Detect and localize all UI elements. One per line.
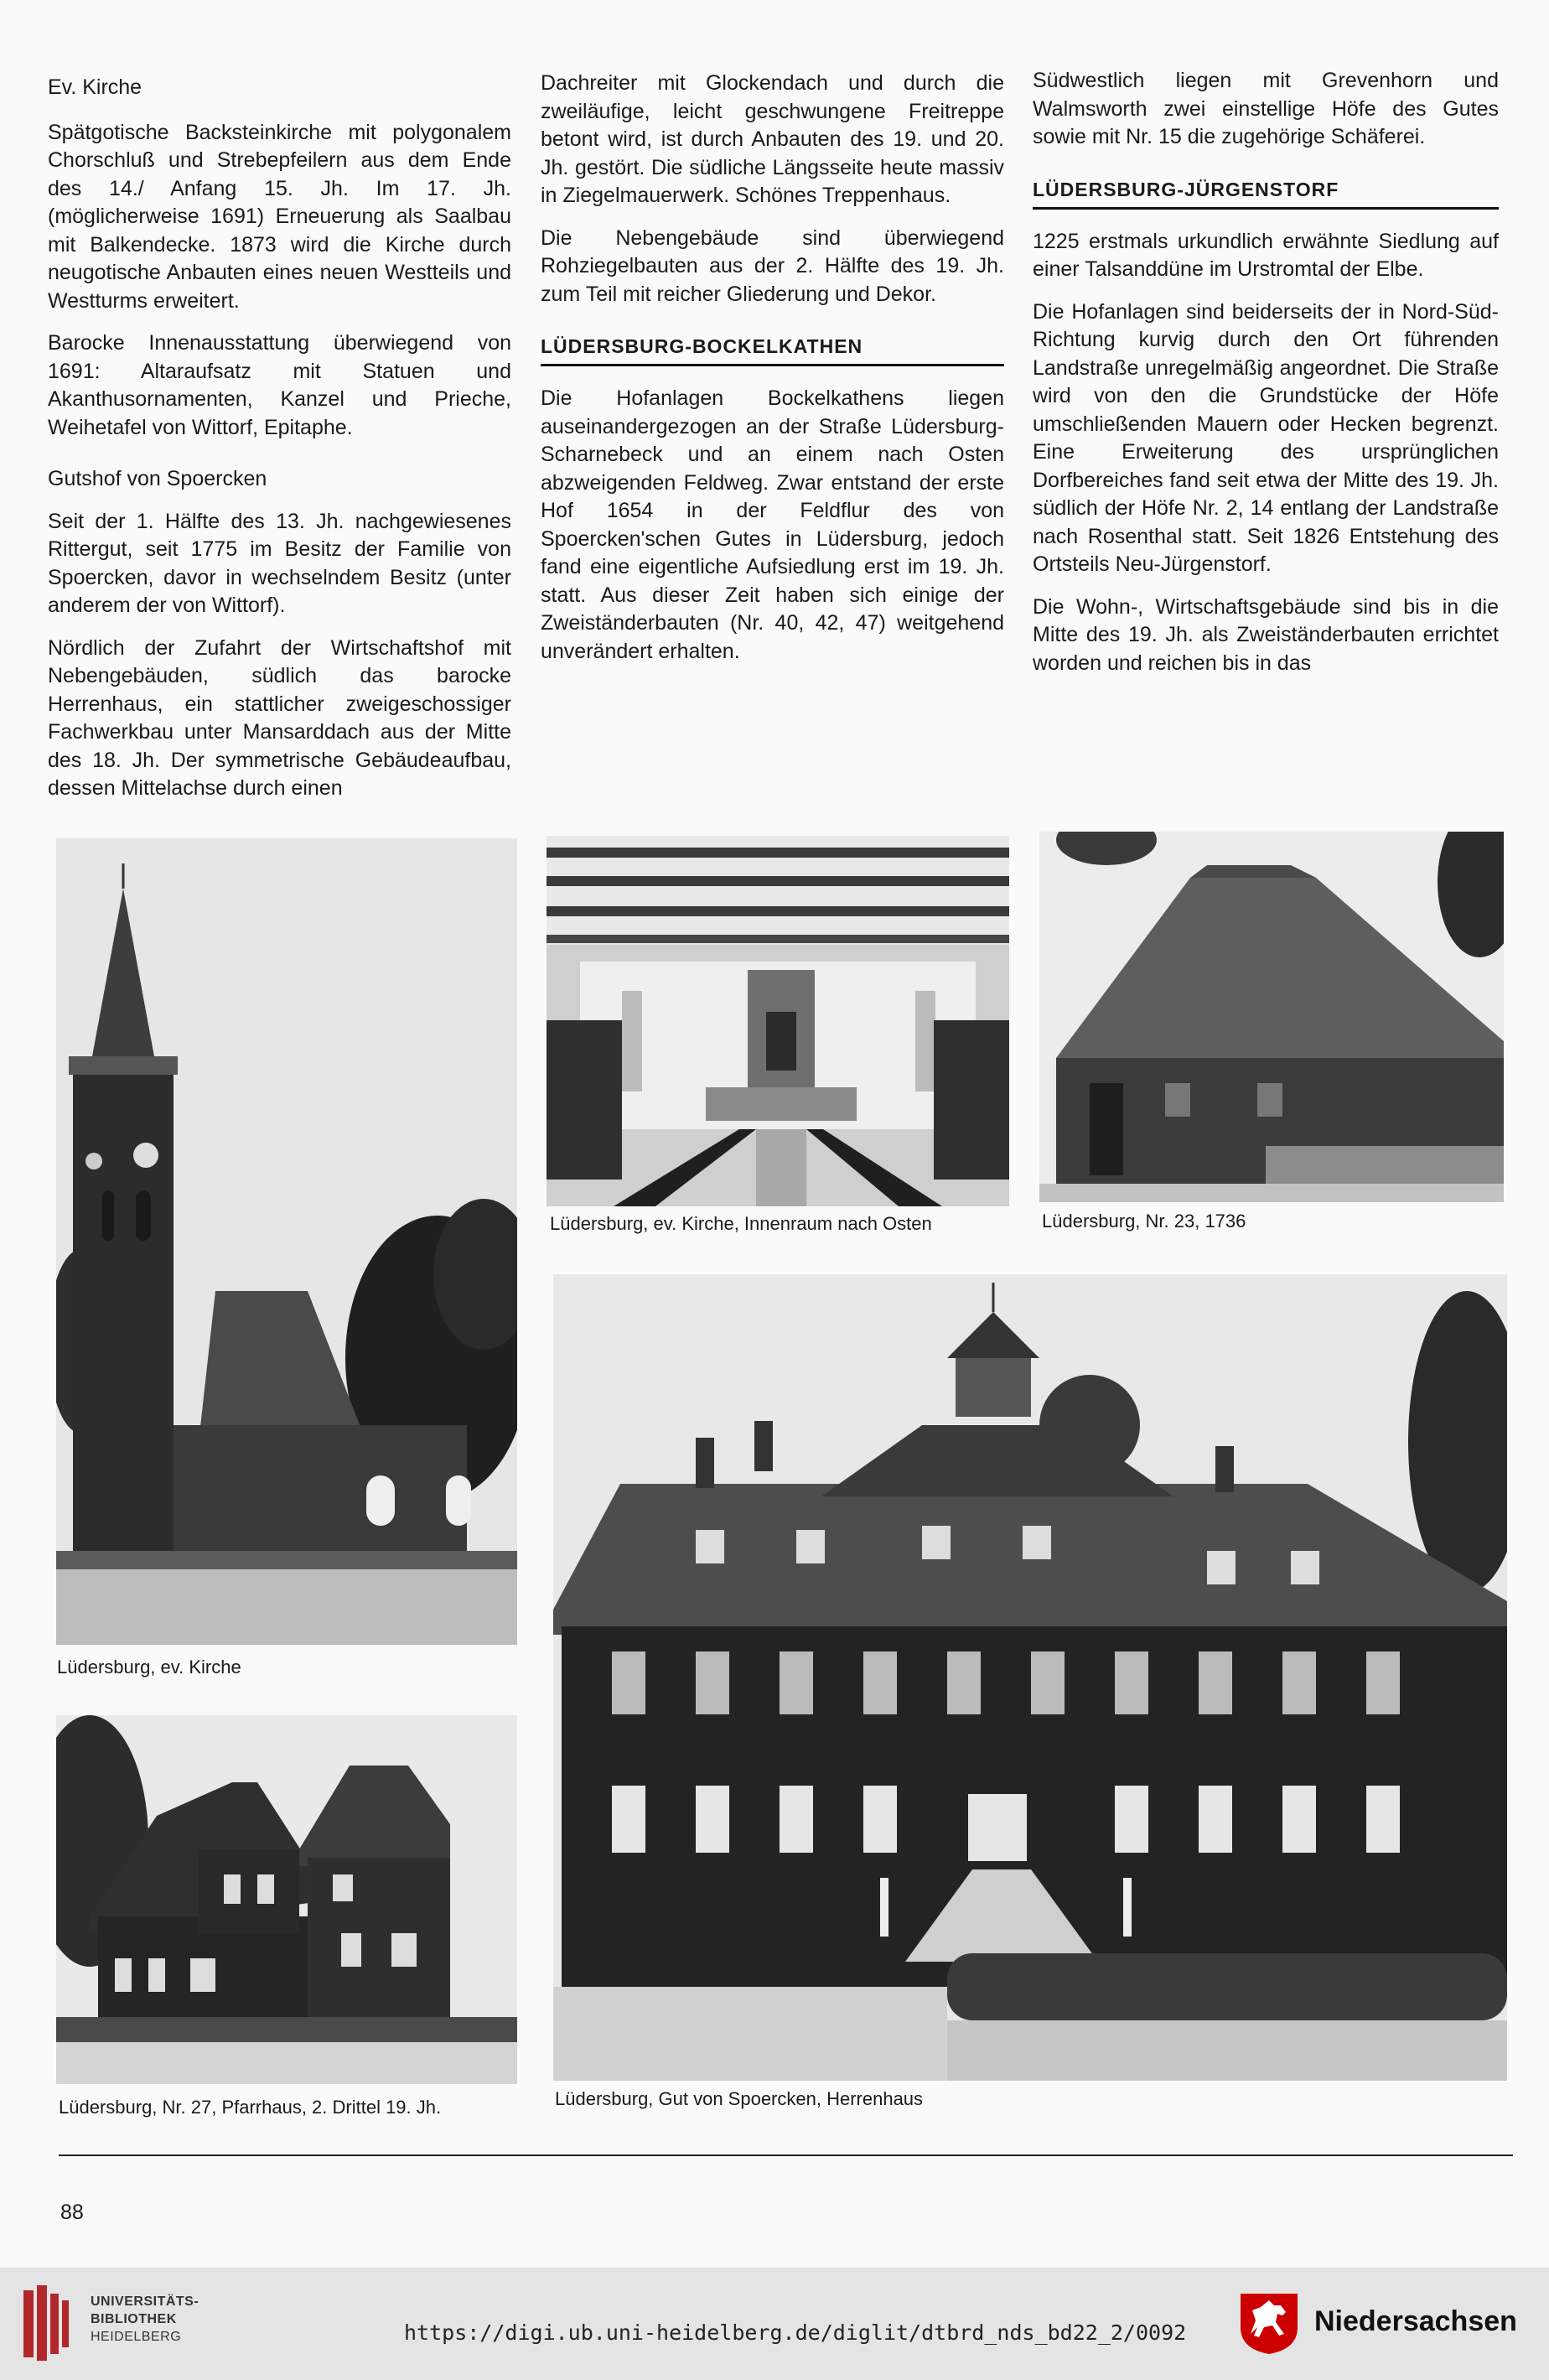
paragraph: Die Nebengebäude sind überwiegend Rohziegelbauten aus der 2. Hälfte des 19. Jh. zum Teil mit reicher Gliederung und Dekor. — [541, 226, 1004, 306]
paragraph: Dachreiter mit Glockendach und durch die zweiläufige, leicht geschwungene Freitreppe betont wird, ist durch Anbauten des 19. und 20. Jh. gestört. Die südliche Längsseite heute massiv in Ziegelmauerwerk. Schönes Treppenhaus. — [541, 71, 1004, 207]
library-line-1: UNIVERSITÄTS- — [91, 2294, 199, 2309]
caption-manor: Lüdersburg, Gut von Spoercken, Herrenhaus — [555, 2088, 924, 2109]
church-interior-photo — [547, 836, 1009, 1206]
paragraph: Spätgotische Backsteinkirche mit polygonalem Chorschluß und Strebepfeilern aus dem Ende des 14./ Anfang 15. Jh. Im 17. Jh. (möglicherweise 1691) Erneuerung als Saalbau mit Balkendecke. 1873 wird die Kirche durch neugotische Anbauten eines neuen Westteils und Westturms erweitert. — [48, 120, 511, 313]
niedersachsen-label: Niedersachsen — [1314, 2305, 1517, 2337]
text-column-3 — [1033, 67, 1499, 692]
farmhouse-photo — [1039, 832, 1504, 1202]
document-url-link[interactable]: https://digi.ub.uni-heidelberg.de/diglit/dtbrd_nds_bd22_2/0092 — [404, 2320, 1187, 2345]
section-title-gutshof: Gutshof von Spoercken — [48, 467, 267, 490]
manor-photo — [553, 1274, 1507, 2081]
paragraph: 1225 erstmals urkundlich erwähnte Siedlung auf einer Talsanddüne im Urstromtal der Elbe. — [1033, 229, 1499, 281]
library-line-3: HEIDELBERG — [91, 2330, 182, 2344]
university-library-logo-icon — [17, 2282, 75, 2366]
church-photo — [56, 838, 517, 1645]
paragraph: Barocke Innenausstattung überwiegend von 1691: Altaraufsatz mit Statuen und Akanthusornamenten, Kanzel und Prieche, Weihetafel von Wittorf, Epitaphe. — [48, 331, 511, 439]
university-library-name — [91, 2293, 199, 2346]
paragraph: Die Wohn-, Wirtschaftsgebäude sind bis in die Mitte des 19. Jh. als Zweiständerbauten errichtet worden und reichen bis in das — [1033, 594, 1499, 675]
text-column-1 — [48, 74, 511, 817]
parsonage-photo — [56, 1715, 517, 2084]
paragraph: Südwestlich liegen mit Grevenhorn und Walmsworth zwei einstellige Höfe des Gutes sowie mit Nr. 15 die zugehörige Schäferei. — [1033, 69, 1499, 148]
paragraph: Die Hofanlagen sind beiderseits der in Nord-Süd-Richtung kurvig durch den Ort führenden Landstraße unregelmäßig angeordnet. Die Straße wird von den die Grundstücke der Höfe umschließenden Mauern oder Hecken begrenzt. Eine Erweiterung des ursprünglichen Dorfbereiches fand seit etwa der Mitte des 19. Jh. südlich der Höfe Nr. 2, 14 entlang der Landstraße nach Rosenthal statt. Seit 1826 Entstehung des Ortsteils Neu-Jürgenstorf. — [1033, 299, 1499, 576]
caption-interior: Lüdersburg, ev. Kirche, Innenraum nach Osten — [550, 1213, 932, 1234]
paragraph: Nördlich der Zufahrt der Wirtschaftshof mit Nebengebäuden, südlich das barocke Herrenhaus, ein stattlicher zweigeschossiger Fachwerkbau unter Mansarddach aus der Mitte des 18. Jh. Der symmetrische Gebäudeaufbau, dessen Mittelachse durch einen — [48, 635, 511, 800]
text-column-2 — [541, 70, 1004, 680]
caption-parsonage: Lüdersburg, Nr. 27, Pfarrhaus, 2. Drittel 19. Jh. — [59, 2097, 442, 2118]
page-number: 88 — [60, 2201, 84, 2224]
caption-church: Lüdersburg, ev. Kirche — [57, 1657, 241, 1677]
section-heading-juergenstorf: LÜDERSBURG-JÜRGENSTORF — [1033, 177, 1499, 210]
caption-farmhouse: Lüdersburg, Nr. 23, 1736 — [1042, 1211, 1246, 1231]
paragraph: Die Hofanlagen Bockelkathens liegen auseinandergezogen an der Straße Lüdersburg-Scharnebeck und an einem nach Osten abzweigenden Feldweg. Zwar entstand der erste Hof 1654 in der Feldflur des von Spoercken'schen Gutes in Lüdersburg, jedoch fand eine eigentliche Aufsiedlung erst im 19. Jh. statt. Aus dieser Zeit haben sich einige der Zweiständerbauten (Nr. 40, 42, 47) weitgehend unverändert erhalten. — [541, 386, 1004, 663]
paragraph: Seit der 1. Hälfte des 13. Jh. nachgewiesenes Rittergut, seit 1775 im Besitz der Familie von Spoercken, davor in wechselndem Besitz (unter anderem der von Wittorf). — [48, 509, 511, 617]
section-title-church: Ev. Kirche — [48, 75, 142, 99]
page-rule — [59, 2154, 1513, 2156]
section-heading-bockelkathen: LÜDERSBURG-BOCKELKATHEN — [541, 334, 1004, 366]
library-line-2: BIBLIOTHEK — [91, 2312, 177, 2326]
niedersachsen-horse-icon — [1236, 2289, 1303, 2356]
